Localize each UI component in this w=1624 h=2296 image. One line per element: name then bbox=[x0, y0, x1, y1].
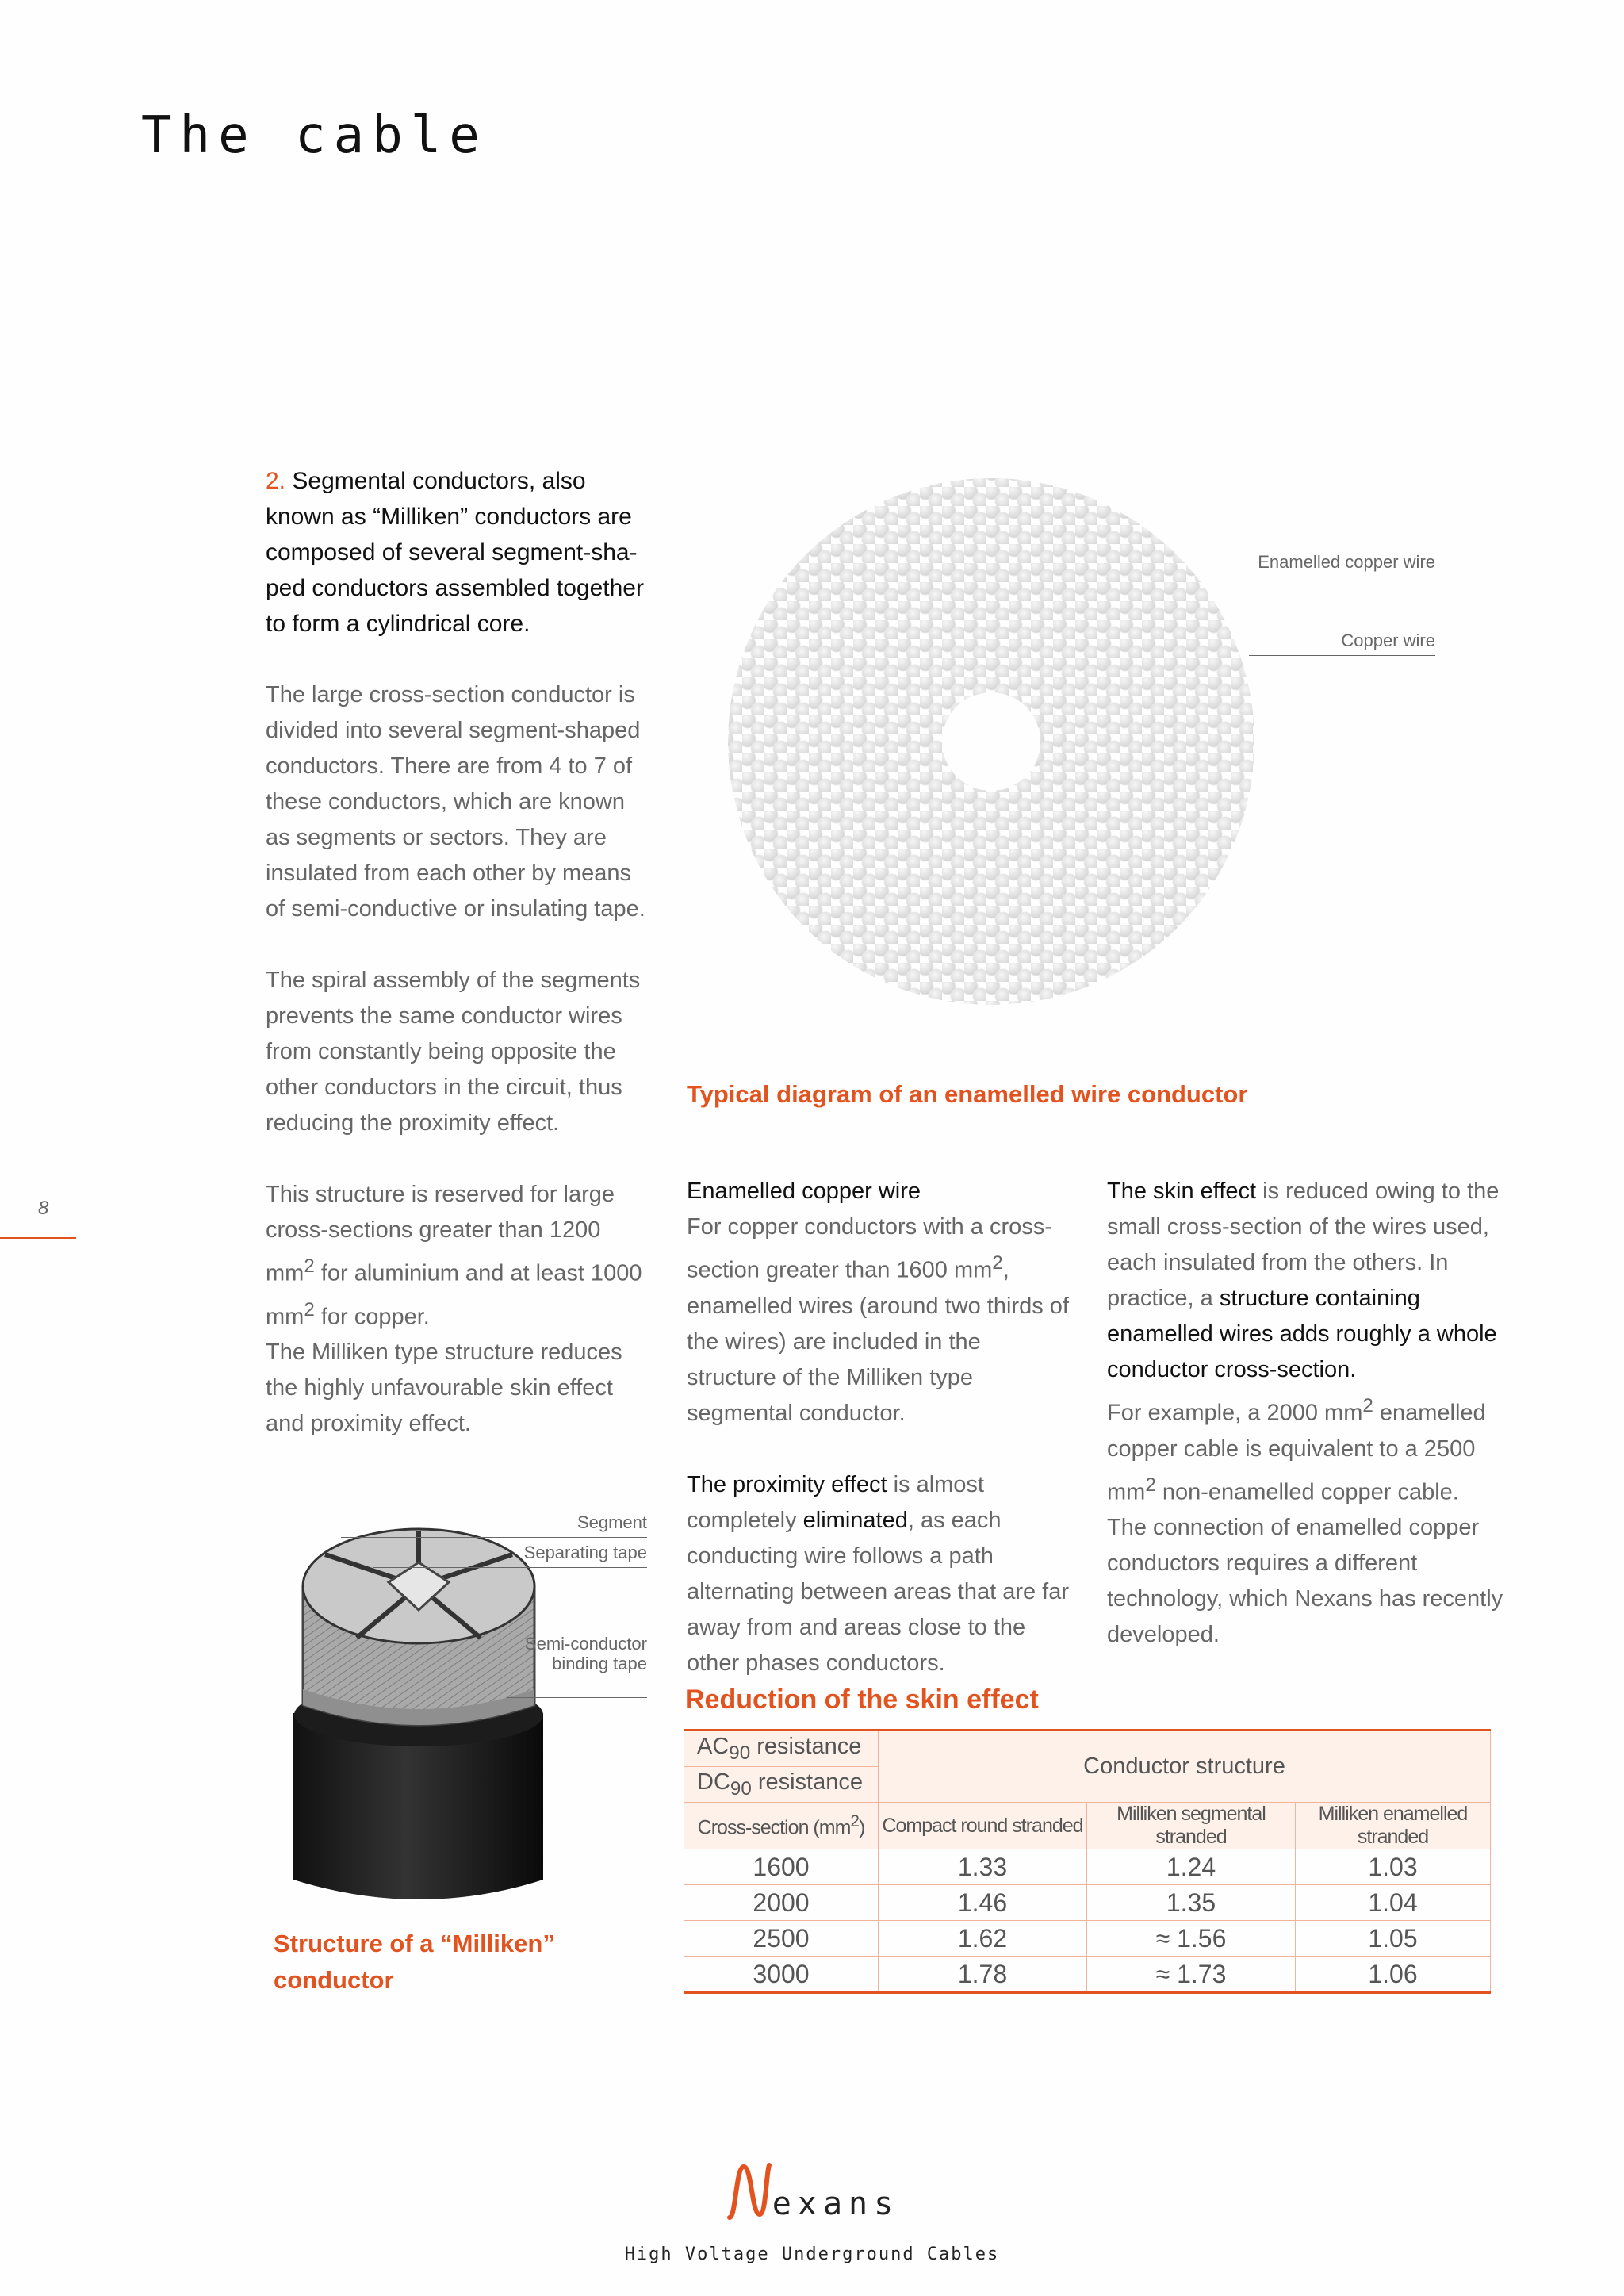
table-row bbox=[684, 1885, 1491, 1921]
cell-segmental: ≈ 1.56 bbox=[1087, 1921, 1296, 1957]
leader-segment bbox=[341, 1537, 647, 1538]
cell-compact: 1.46 bbox=[879, 1885, 1087, 1921]
cell-segmental: 1.35 bbox=[1087, 1885, 1296, 1921]
leader-copper bbox=[1249, 655, 1435, 656]
skin-effect-paragraph: The skin effect is reduced owing to the small cross-section of the wires used, each insulated from the others. In practice, a structure containing enamelled wires adds roughly a whole conductor cross-section. For example, a 2000 $mm^2$ enamelled copper cable is equivalent to a 2500 $mm^2$ non-enamelled copper cable. The connection of enamelled copper conductors requires a different technology, which Nexans has recently developed. bbox=[1107, 1179, 1503, 1648]
page-number: 8 bbox=[38, 1198, 49, 1219]
left-column bbox=[266, 463, 646, 1442]
cell-enamelled: 1.03 bbox=[1296, 1849, 1491, 1885]
table-row bbox=[684, 1957, 1491, 1993]
cell-segmental: 1.24 bbox=[1087, 1849, 1296, 1885]
cell-compact: 1.62 bbox=[879, 1921, 1087, 1957]
table-row bbox=[684, 1849, 1491, 1885]
paragraph-segments: The large cross-section conductor is divided into several segment-shaped conductors. There are from 4 to 7 of these conductors, which are known as segments or sectors. They are insulated from each other by means of semi-conductive or insulating tape. bbox=[266, 682, 645, 922]
enamelled-figure-caption: Typical diagram of an enamelled wire conductor bbox=[687, 1080, 1248, 1108]
label-segment: Segment bbox=[576, 1512, 647, 1532]
paragraph-structure: This structure is reserved for large cross-sections greater than 1200 $mm^2$ for aluminium and at least 1000 $mm^2$ for copper. The Milliken type structure reduces the highly unfavourable skin effect and proximity effect. bbox=[266, 1182, 642, 1437]
table-header-row bbox=[684, 1731, 1491, 1767]
right-column bbox=[1107, 1174, 1503, 1653]
cell-enamelled: 1.05 bbox=[1296, 1921, 1491, 1957]
enamelled-heading: Enamelled copper wire bbox=[687, 1179, 921, 1204]
lead-paragraph: 2. Segmental conductors, also known as “Milliken” conductors are composed of several segment-sha- ped conductors assembled together to form a cylindrical core. bbox=[266, 468, 644, 637]
brand-logo bbox=[0, 2159, 1624, 2222]
ratio-ac: $AC_{90}$ resistance bbox=[684, 1731, 879, 1767]
cell-section: 1600 bbox=[684, 1849, 879, 1885]
proximity-paragraph: The proximity effect is almost completely eliminated, as each conducting wire follows a path alternating between areas that are far away from and areas close to the other phases conductors. bbox=[687, 1471, 1070, 1676]
col-segmental: Milliken segmental stranded bbox=[1087, 1803, 1296, 1849]
leader-semiconductor bbox=[508, 1697, 647, 1698]
col-compact: Compact round stranded bbox=[879, 1803, 1087, 1849]
middle-column bbox=[687, 1174, 1075, 1681]
label-copper-wire: Copper wire bbox=[1341, 631, 1435, 650]
col-enamelled: Milliken enamelled stranded bbox=[1296, 1803, 1491, 1849]
group-header-conductor-structure: Conductor structure bbox=[879, 1731, 1491, 1803]
skin-table-title: Reduction of the skin effect bbox=[685, 1685, 1039, 1715]
paragraph-spiral: The spiral assembly of the segments prevents the same conductor wires from constantly being opposite the other conductors in the circuit, thus reducing the proximity effect. bbox=[266, 968, 641, 1136]
leader-separating-tape bbox=[373, 1567, 647, 1568]
ratio-dc: $DC_{90}$ resistance bbox=[684, 1767, 879, 1803]
cell-section: 2000 bbox=[684, 1885, 879, 1921]
skin-effect-table bbox=[684, 1729, 1491, 1994]
label-enamelled-copper-wire: Enamelled copper wire bbox=[1258, 552, 1435, 572]
cell-compact: 1.78 bbox=[879, 1957, 1087, 1993]
cell-compact: 1.33 bbox=[879, 1849, 1087, 1885]
nexans-n-icon bbox=[725, 2159, 772, 2222]
table-row bbox=[684, 1921, 1491, 1957]
table-column-headers bbox=[684, 1803, 1491, 1849]
cell-section: 3000 bbox=[684, 1957, 879, 1993]
cell-enamelled: 1.04 bbox=[1296, 1885, 1491, 1921]
enamelled-conductor-diagram bbox=[698, 468, 1285, 1023]
cell-enamelled: 1.06 bbox=[1296, 1957, 1491, 1993]
page-title: The cable bbox=[141, 106, 488, 165]
cell-segmental: ≈ 1.73 bbox=[1087, 1957, 1296, 1993]
cell-section: 2500 bbox=[684, 1921, 879, 1957]
label-separating-tape: Separating tape bbox=[523, 1543, 647, 1562]
page-number-rule bbox=[0, 1237, 76, 1239]
milliken-figure-caption: Structure of a “Milliken” conductor bbox=[274, 1930, 555, 1994]
label-semiconductor-binding-tape: Semi-conductor binding tape bbox=[524, 1634, 647, 1673]
brand-tagline: High Voltage Underground Cables bbox=[624, 2244, 1000, 2264]
brand-wordmark: exans bbox=[772, 2186, 900, 2222]
col-cross-section: Cross-section $(mm^2)$ bbox=[684, 1803, 879, 1849]
enamelled-paragraph: Enamelled copper wire For copper conductors with a cross-section greater than 1600 $mm^2$, enamelled wires (around two thirds of the wires) are included in the structure of the Milliken type segmental conductor. bbox=[687, 1179, 1069, 1426]
milliken-cable-diagram bbox=[270, 1507, 666, 1903]
